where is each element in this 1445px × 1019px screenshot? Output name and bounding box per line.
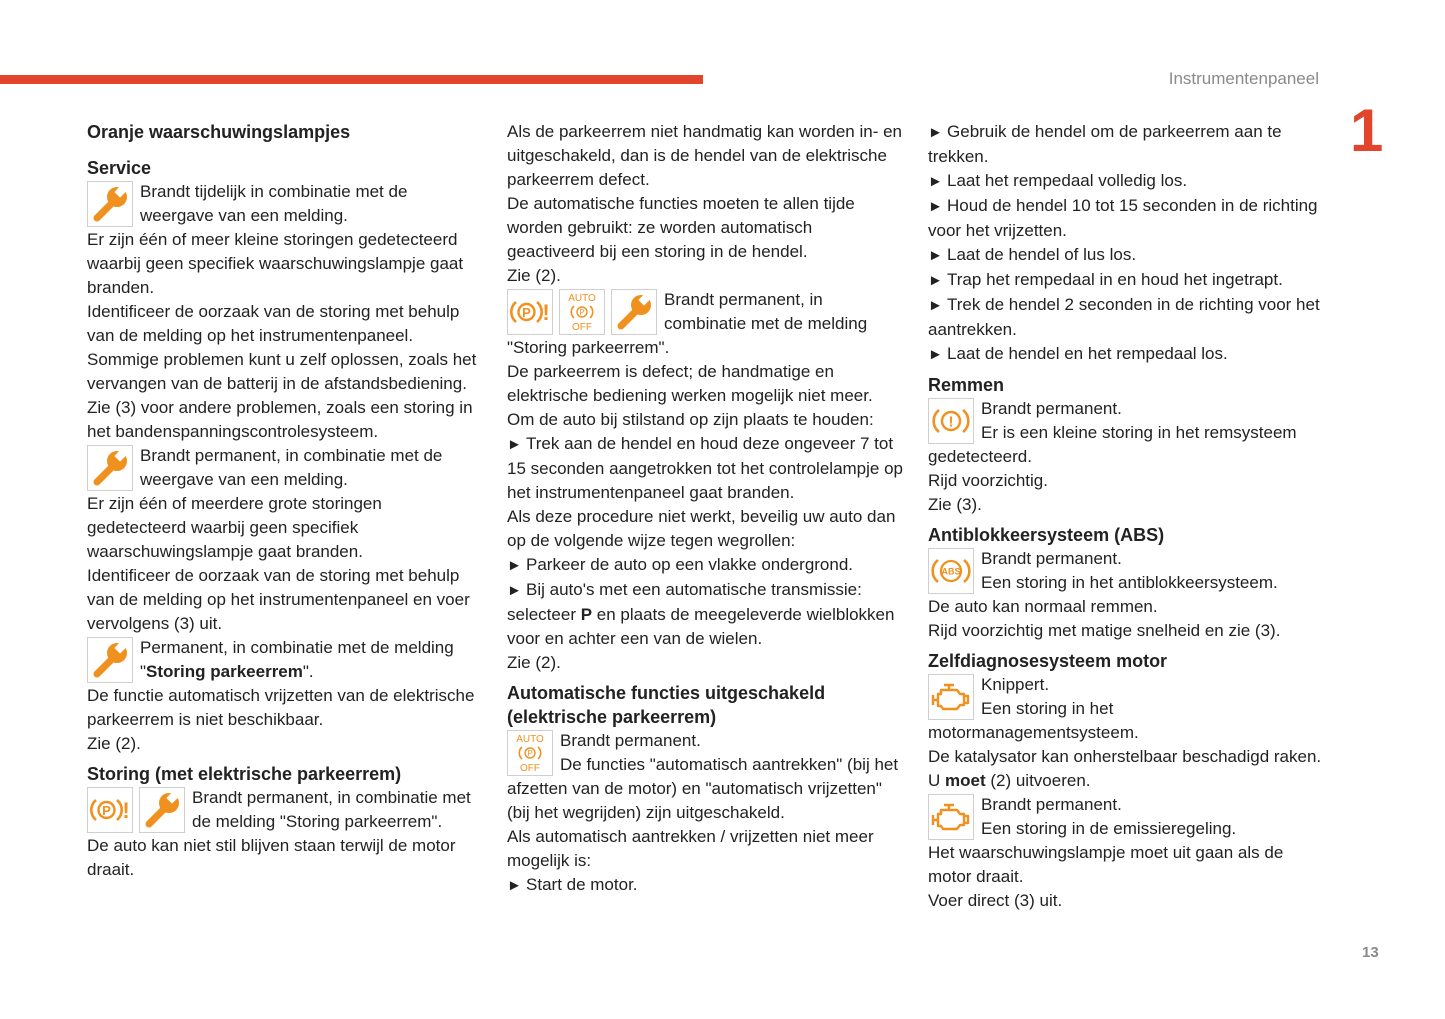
bullet-arrow-icon: ► bbox=[507, 877, 527, 894]
text-segment: Identificeer de oorzaak van de storing met behulp van de melding op het instrumentenpaneel. bbox=[87, 302, 460, 345]
text-segment: De auto kan normaal remmen. bbox=[928, 597, 1158, 616]
text-segment: ". bbox=[302, 662, 314, 681]
text-segment: Storing (met elektrische parkeerrem) bbox=[87, 764, 402, 784]
paragraph bbox=[87, 786, 482, 834]
text-segment: Start de motor. bbox=[526, 875, 638, 894]
bullet-arrow-icon: ► bbox=[928, 247, 948, 264]
text-segment: Identificeer de oorzaak van de storing met behulp van de melding op het instrumentenpaneel en voer vervolgens (3) uit. bbox=[87, 566, 470, 633]
emphasis-text: moet bbox=[945, 771, 986, 790]
text-segment: Brandt permanent. bbox=[981, 795, 1122, 814]
text-segment: Het waarschuwingslampje moet uit gaan als de motor draait. bbox=[928, 843, 1284, 886]
text-segment: en plaats de meegeleverde wielblokken voor en achter een van de wielen. bbox=[507, 605, 895, 648]
paragraph bbox=[87, 444, 482, 492]
emphasis-text: Storing parkeerrem bbox=[146, 662, 303, 681]
paragraph bbox=[928, 673, 1324, 745]
text-segment: Brandt permanent, in combinatie met de weergave van een melding. bbox=[140, 446, 443, 489]
paragraph bbox=[928, 745, 1324, 769]
column-right bbox=[928, 120, 1324, 913]
text-segment: Zie (2). bbox=[507, 653, 561, 672]
paragraph bbox=[87, 732, 482, 756]
text-segment: Laat het rempedaal volledig los. bbox=[947, 171, 1188, 190]
text-segment: Zie (3) voor andere problemen, zoals een storing in het bandenspanningscontrolesysteem. bbox=[87, 398, 473, 441]
text-segment: De katalysator kan onherstelbaar beschadigd raken. bbox=[928, 747, 1322, 766]
svg-text:OFF: OFF bbox=[572, 322, 592, 333]
paragraph bbox=[507, 825, 903, 873]
paragraph bbox=[928, 841, 1324, 889]
bullet-arrow-icon: ► bbox=[507, 436, 527, 453]
text-segment: Een storing in het motormanagementsysteem. bbox=[928, 699, 1139, 742]
bullet-item bbox=[928, 243, 1324, 268]
text-segment: Er is een kleine storing in het remsysteem gedetecteerd. bbox=[928, 423, 1297, 466]
text-segment: De auto kan niet stil blijven staan terwijl de motor draait. bbox=[87, 836, 456, 879]
bullet-item bbox=[507, 432, 903, 505]
bullet-arrow-icon: ► bbox=[507, 557, 527, 574]
emphasis-text: P bbox=[580, 605, 593, 624]
bullet-arrow-icon: ► bbox=[928, 346, 948, 363]
text-segment: Remmen bbox=[928, 375, 1005, 395]
text-segment: Voer direct (3) uit. bbox=[928, 891, 1063, 910]
svg-text:!: ! bbox=[948, 413, 954, 431]
paragraph bbox=[87, 348, 482, 396]
bullet-item bbox=[928, 342, 1324, 367]
paragraph bbox=[928, 619, 1324, 643]
paragraph bbox=[928, 595, 1324, 619]
engine-icon bbox=[928, 794, 974, 840]
page-number: 13 bbox=[1362, 944, 1379, 961]
warning-lamp-icons bbox=[928, 794, 974, 840]
paragraph bbox=[928, 493, 1324, 517]
paragraph bbox=[507, 360, 903, 408]
warning-lamp-icons bbox=[87, 181, 133, 227]
bullet-item bbox=[507, 553, 903, 578]
text-segment: Gebruik de hendel om de parkeerrem aan te trekken. bbox=[928, 122, 1282, 166]
bullet-item bbox=[507, 578, 903, 651]
text-segment: Brandt permanent, in combinatie met de melding "Storing parkeerrem". bbox=[507, 290, 868, 357]
text-segment: Om de auto bij stilstand op zijn plaats te houden: bbox=[507, 410, 874, 429]
text-segment: Automatische functies uitgeschakeld (elektrische parkeerrem) bbox=[507, 683, 826, 727]
warning-lamp-icons bbox=[928, 398, 974, 444]
text-segment: Knippert. bbox=[981, 675, 1050, 694]
paragraph bbox=[87, 180, 482, 228]
text-segment: Zie (2). bbox=[87, 734, 141, 753]
text-segment: Trek aan de hendel en houd deze ongeveer 7 tot 15 seconden aangetrokken tot het controlelampje op het instrumentenpaneel gaat branden. bbox=[507, 434, 903, 502]
text-segment: Als deze procedure niet werkt, beveilig uw auto dan op de volgende wijze tegen wegrollen: bbox=[507, 507, 896, 550]
text-segment: Laat de hendel en het rempedaal los. bbox=[947, 344, 1228, 363]
text-segment: Er zijn één of meerdere grote storingen gedetecteerd waarbij geen specifiek waarschuwingslampje gaat branden. bbox=[87, 494, 382, 561]
section-heading bbox=[507, 681, 903, 729]
svg-text:P: P bbox=[522, 305, 531, 320]
svg-text:P: P bbox=[102, 803, 111, 818]
text-segment: De parkeerrem is defect; de handmatige en elektrische bediening werken mogelijk niet meer. bbox=[507, 362, 873, 405]
paragraph bbox=[87, 300, 482, 348]
text-segment: Oranje waarschuwingslampjes bbox=[87, 122, 351, 142]
warning-lamp-icons bbox=[928, 548, 974, 594]
svg-text:AUTO: AUTO bbox=[568, 293, 596, 304]
bullet-arrow-icon: ► bbox=[928, 297, 948, 314]
bullet-item bbox=[507, 873, 903, 898]
text-segment: Brandt tijdelijk in combinatie met de weergave van een melding. bbox=[140, 182, 408, 225]
brake-warning-icon bbox=[928, 398, 974, 444]
text-segment: Trap het rempedaal in en houd het ingetrapt. bbox=[947, 270, 1283, 289]
text-segment: Als automatisch aantrekken / vrijzetten niet meer mogelijk is: bbox=[507, 827, 874, 870]
bullet-item bbox=[928, 169, 1324, 194]
text-segment: Laat de hendel of lus los. bbox=[947, 245, 1137, 264]
text-segment: Brandt permanent, in combinatie met de melding "Storing parkeerrem". bbox=[192, 788, 471, 831]
column-middle bbox=[507, 120, 903, 898]
paragraph bbox=[87, 228, 482, 300]
text-segment: Sommige problemen kunt u zelf oplossen, zoals het vervangen van de batterij in de afstandsbediening. bbox=[87, 350, 477, 393]
text-segment: Brandt permanent. bbox=[981, 549, 1122, 568]
section-heading bbox=[928, 373, 1324, 397]
paragraph bbox=[507, 120, 903, 192]
text-segment: Trek de hendel 2 seconden in de richting voor het aantrekken. bbox=[928, 295, 1320, 339]
section-heading bbox=[87, 120, 482, 144]
header-accent-bar bbox=[0, 75, 703, 84]
paragraph bbox=[87, 492, 482, 564]
text-segment: De automatische functies moeten te allen tijde worden gebruikt: ze worden automatisch geactiveerd bij een storing in de hendel. bbox=[507, 194, 855, 261]
parking-brake-fault-icon bbox=[87, 787, 133, 833]
bullet-item bbox=[928, 293, 1324, 342]
svg-text:ABS: ABS bbox=[941, 566, 961, 577]
text-segment: Antiblokkeersysteem (ABS) bbox=[928, 525, 1165, 545]
section-heading bbox=[928, 649, 1324, 673]
text-segment: Houd de hendel 10 tot 15 seconden in de richting voor het vrijzetten. bbox=[928, 196, 1318, 240]
bullet-arrow-icon: ► bbox=[928, 124, 948, 141]
bullet-item bbox=[928, 268, 1324, 293]
bullet-arrow-icon: ► bbox=[928, 173, 948, 190]
svg-text:!: ! bbox=[542, 300, 550, 325]
column-left bbox=[87, 120, 482, 882]
paragraph bbox=[507, 264, 903, 288]
auto-p-off-icon bbox=[559, 289, 605, 335]
paragraph bbox=[928, 793, 1324, 841]
warning-lamp-icons bbox=[928, 674, 974, 720]
warning-lamp-icons bbox=[87, 445, 133, 491]
paragraph bbox=[87, 636, 482, 684]
paragraph bbox=[507, 651, 903, 675]
paragraph bbox=[87, 834, 482, 882]
wrench-icon bbox=[87, 445, 133, 491]
paragraph bbox=[928, 769, 1324, 793]
section-heading bbox=[928, 523, 1324, 547]
bullet-arrow-icon: ► bbox=[507, 582, 527, 599]
text-segment: Brandt permanent. bbox=[560, 731, 701, 750]
bullet-item bbox=[928, 194, 1324, 243]
wrench-icon bbox=[87, 181, 133, 227]
warning-lamp-icons bbox=[87, 787, 185, 833]
paragraph bbox=[87, 564, 482, 636]
text-segment: De functie automatisch vrijzetten van de elektrische parkeerrem is niet beschikbaar. bbox=[87, 686, 475, 729]
paragraph bbox=[507, 288, 903, 360]
paragraph bbox=[928, 547, 1324, 595]
text-segment: De functies "automatisch aantrekken" (bij het afzetten van de motor) en "automatisch vrijzetten" (bij het wegrijden) zijn uitgeschakeld. bbox=[507, 755, 899, 822]
svg-text:P: P bbox=[527, 749, 533, 758]
text-segment: Een storing in de emissieregeling. bbox=[981, 819, 1237, 838]
paragraph bbox=[87, 396, 482, 444]
text-segment: (2) uitvoeren. bbox=[985, 771, 1091, 790]
svg-text:P: P bbox=[579, 308, 585, 317]
paragraph bbox=[928, 889, 1324, 913]
section-title: Instrumentenpaneel bbox=[1168, 69, 1319, 88]
text-segment: Parkeer de auto op een vlakke ondergrond. bbox=[526, 555, 854, 574]
warning-lamp-icons bbox=[507, 730, 553, 776]
text-segment: Brandt permanent. bbox=[981, 399, 1122, 418]
parking-brake-fault-icon bbox=[507, 289, 553, 335]
abs-icon bbox=[928, 548, 974, 594]
text-segment: Service bbox=[87, 158, 152, 178]
paragraph bbox=[928, 397, 1324, 469]
text-segment: Zie (2). bbox=[507, 266, 561, 285]
svg-text:AUTO: AUTO bbox=[516, 734, 544, 745]
wrench-icon bbox=[139, 787, 185, 833]
paragraph bbox=[507, 729, 903, 825]
section-heading bbox=[87, 762, 482, 786]
chapter-number: 1 bbox=[1350, 97, 1384, 164]
wrench-icon bbox=[611, 289, 657, 335]
paragraph bbox=[928, 469, 1324, 493]
paragraph bbox=[507, 408, 903, 432]
text-segment: Zelfdiagnosesysteem motor bbox=[928, 651, 1168, 671]
warning-lamp-icons bbox=[87, 637, 133, 683]
text-segment: Er zijn één of meer kleine storingen gedetecteerd waarbij geen specifiek waarschuwingslampje gaat branden. bbox=[87, 230, 464, 297]
text-segment: Een storing in het antiblokkeersysteem. bbox=[981, 573, 1278, 592]
wrench-icon bbox=[87, 637, 133, 683]
text-segment: Als de parkeerrem niet handmatig kan worden in- en uitgeschakeld, dan is de hendel van de elektrische parkeerrem defect. bbox=[507, 122, 902, 189]
paragraph bbox=[507, 192, 903, 264]
text-segment: Zie (3). bbox=[928, 495, 982, 514]
text-segment: Rijd voorzichtig. bbox=[928, 471, 1048, 490]
text-segment: Rijd voorzichtig met matige snelheid en zie (3). bbox=[928, 621, 1281, 640]
warning-lamp-icons bbox=[507, 289, 657, 335]
svg-text:!: ! bbox=[122, 798, 130, 823]
svg-text:OFF: OFF bbox=[520, 763, 540, 774]
paragraph bbox=[87, 684, 482, 732]
section-heading bbox=[87, 156, 482, 180]
auto-p-off-icon bbox=[507, 730, 553, 776]
engine-icon bbox=[928, 674, 974, 720]
bullet-item bbox=[928, 120, 1324, 169]
bullet-arrow-icon: ► bbox=[928, 272, 948, 289]
paragraph bbox=[507, 505, 903, 553]
text-segment: Bij auto's met een automatische transmissie: selecteer bbox=[507, 580, 862, 624]
text-segment: Permanent, in combinatie met de melding " bbox=[140, 638, 454, 681]
text-segment: U bbox=[928, 771, 945, 790]
bullet-arrow-icon: ► bbox=[928, 198, 948, 215]
